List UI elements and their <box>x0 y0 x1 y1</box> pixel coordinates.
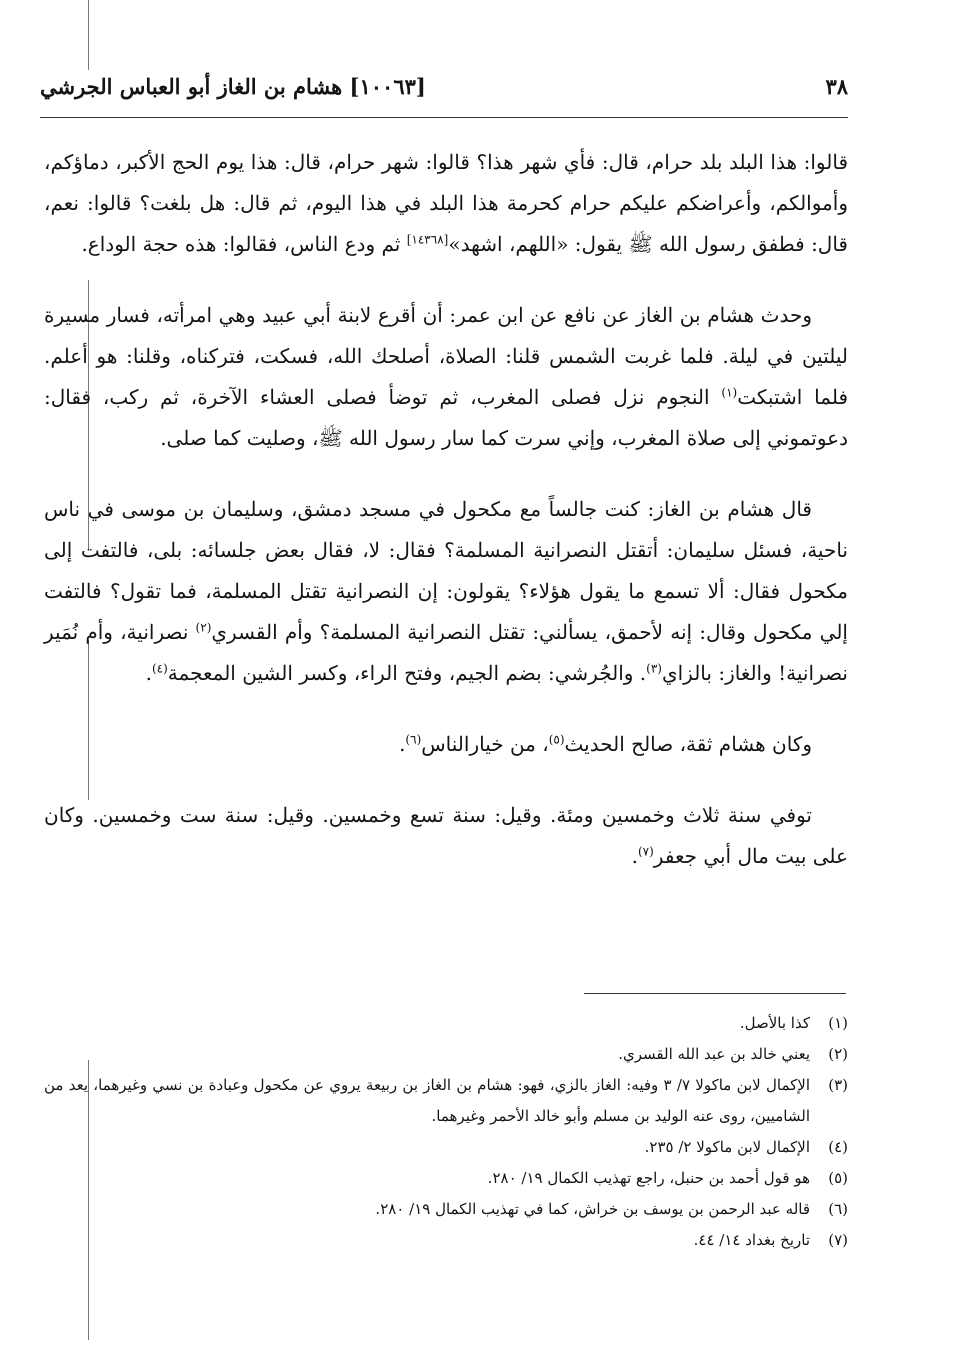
scan-artifact-line-top <box>88 0 89 70</box>
footnote-text: تاريخ بغداد ١٤/ ٤٤. <box>693 1231 810 1249</box>
footnote-number: (٣) <box>828 1076 848 1094</box>
footnotes <box>44 1008 848 1256</box>
footnote-ref: (٣) <box>646 661 662 676</box>
paragraph-2: وحدث هشام بن الغاز عن نافع عن ابن عمر: أن أقرع لابنة أبي عبيد وهي امرأته، فسار مسيرة ليلتين في ليلة. فلما غربت الشمس قلنا: الصلاة، أصلحك الله، فسكت، فتركناه، وقلنا: هو أعلم. فلما اشتبكت$^{(١)}$ النجوم نزل فصلى المغرب، ثم توضأ فصلى العشاء الآخرة، ثم ركب، فقال: دعوتموني إلى صلاة المغرب، وإني سرت كما سار رسول الله ﷺ، وصليت كما صلى. <box>44 303 849 450</box>
footnote-number: (٧) <box>828 1231 848 1249</box>
footnote-item <box>44 1225 848 1256</box>
paragraph-3: قال هشام بن الغاز: كنت جالساً مع مكحول في مسجد دمشق، وسليمان بن موسى في ناس ناحية، فسئل سليمان: أتقتل النصرانية المسلمة؟ فقال: لا، فقال بعض جلسائه: بلى، فالتفت إلى مكحول فقال: ألا تسمع ما يقول هؤلاء؟ يقولون: إن النصرانية تقتل المسلمة، فما تقول؟ فالتفت إلي مكحول وقال: إنه لأحمق، يسألني: تقتل النصرانية المسلمة؟ وأم القسري$^{(٢)}$ نصرانية، وأم نُمَير نصرانية! والغاز: بالزاي$^{(٣)}$. والجُرشي: بضم الجيم، وفتح الراء، وكسر الشين المعجمة$^{(٤)}$. <box>44 497 848 685</box>
main-text <box>44 142 848 907</box>
paragraph-4: وكان هشام ثقة، صالح الحديث$^{(٥)}$، من خيارالناس$^{(٦)}$. <box>399 732 812 756</box>
footnote-ref: (٢) <box>195 620 212 635</box>
footnote-ref: (٦) <box>405 732 422 747</box>
footnote-item <box>44 1194 848 1225</box>
paragraph-5: توفي سنة ثلاث وخمسين ومئة. وقيل: سنة تسع وخمسين. وقيل: سنة ست وخمسين. وكان على بيت مال أبي جعفر$^{(٧)}$. <box>44 803 848 868</box>
footnote-number: (٦) <box>828 1200 848 1218</box>
running-title: [١٠٠٦٣] هشام بن الغاز أبو العباس الجرشي <box>40 74 426 99</box>
footnote-item <box>44 1070 848 1132</box>
footnote-item <box>44 1163 848 1194</box>
running-header <box>40 74 848 114</box>
footnote-number: (٥) <box>828 1169 848 1187</box>
footnote-number: (١) <box>828 1014 848 1032</box>
footnote-separator <box>584 993 846 994</box>
footnote-ref: (٥) <box>548 732 565 747</box>
footnote-number: (٢) <box>828 1045 848 1063</box>
footnote-text: يعني خالد بن عبد الله القسري. <box>618 1045 810 1063</box>
footnote-ref: (٤) <box>151 661 168 676</box>
hadith-ref: [١٤٣٦٨] <box>406 232 449 247</box>
footnote-text: قاله عبد الرحمن بن يوسف بن خراش، كما في تهذيب الكمال ١٩/ ٢٨٠. <box>375 1200 810 1218</box>
footnote-text: الإكمال لابن ماكولا ٧/ ٣ وفيه: الغاز بالزي، فهو: هشام بن الغاز بن ربيعة يروي عن مكحول وعبادة بن نسي وغيرهما، يعد من الشاميين، روى عنه الوليد بن مسلم وأبو خالد الأحمر وغيرهما. <box>44 1076 810 1125</box>
footnote-item <box>44 1008 848 1039</box>
footnote-item <box>44 1039 848 1070</box>
paragraph-1: قالوا: هذا البلد بلد حرام، قال: فأي شهر هذا؟ قالوا: شهر حرام، قال: هذا يوم الحج الأكبر، دماؤكم، وأموالكم، وأعراضكم عليكم حرام كحرمة هذا البلد في هذا اليوم، ثم قال: هل بلغت؟ قالوا: نعم، قال: فطفق رسول الله ﷺ يقول: «اللهم، اشهد»[١٤٣٦٨] ثم ودع الناس، فقالوا: هذه حجة الوداع. <box>44 150 848 256</box>
footnote-text: هو قول أحمد بن حنبل، راجع تهذيب الكمال ١٩/ ٢٨٠. <box>487 1169 810 1187</box>
footnote-item <box>44 1132 848 1163</box>
footnote-text: الإكمال لابن ماكولا ٢/ ٢٣٥. <box>644 1138 810 1156</box>
footnote-text: كذا بالأصل. <box>739 1014 810 1032</box>
header-rule <box>40 117 848 118</box>
footnote-ref: (١) <box>721 385 738 400</box>
footnote-ref: (٧) <box>637 844 654 859</box>
page-number: ٣٨ <box>825 74 848 99</box>
footnote-number: (٤) <box>828 1138 848 1156</box>
